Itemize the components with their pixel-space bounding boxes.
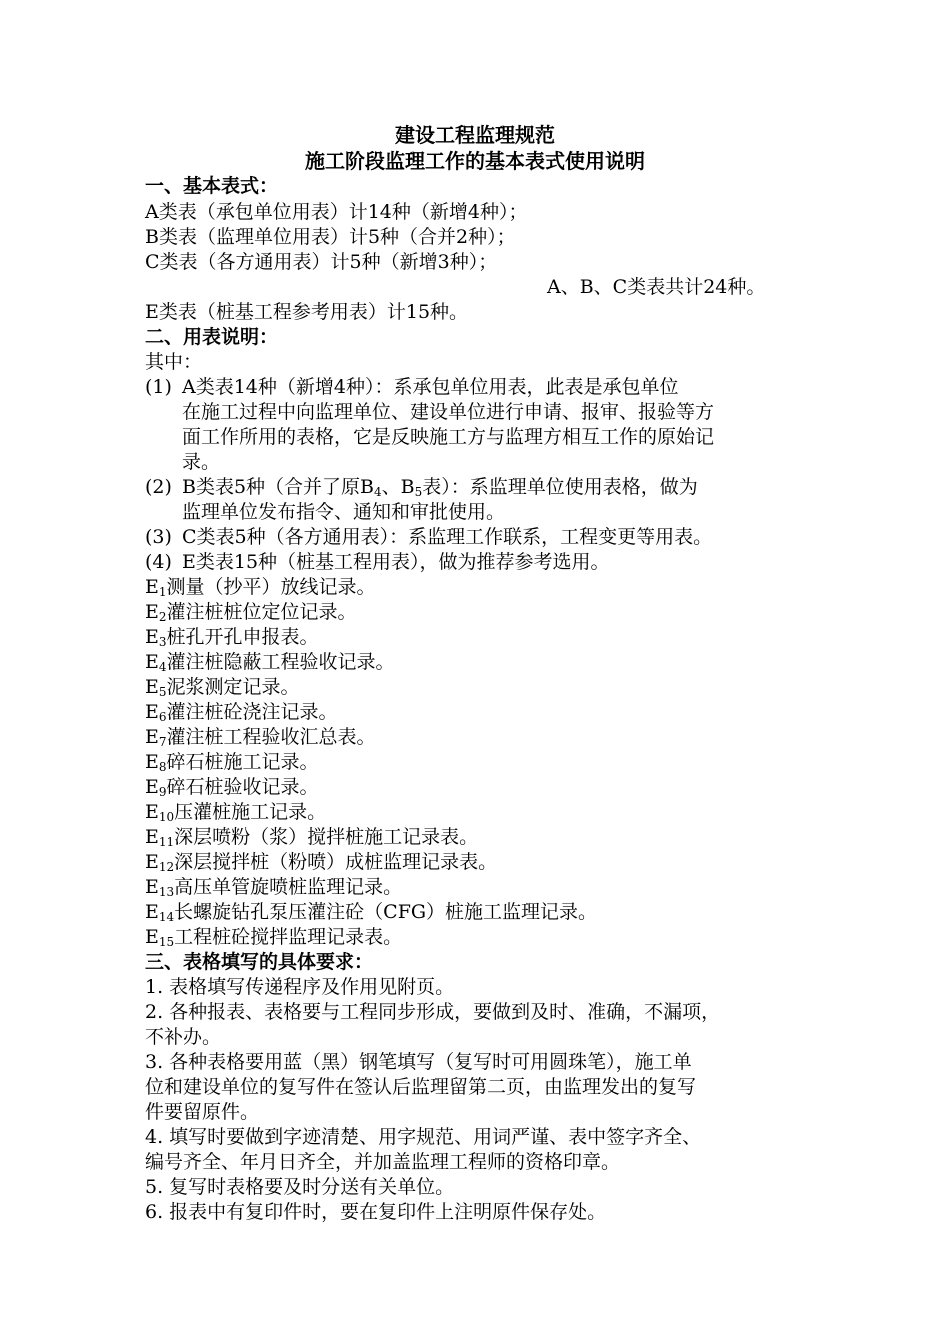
e-item: $E_6$灌注桩砼浇注记录。 — [145, 701, 338, 724]
section3-line: 位和建设单位的复写件在签认后监理留第二页，由监理发出的复写 — [145, 1076, 697, 1098]
section1-line-b: B类表（监理单位用表）计5种（合并2种）； — [145, 226, 516, 248]
section1-line-a: A类表（承包单位用表）计14种（新增4种）； — [145, 201, 528, 223]
item2-line2: 监理单位发布指令、通知和审批使用。 — [182, 501, 506, 523]
e-item: $E_7$灌注桩工程验收汇总表。 — [145, 726, 376, 749]
section1-line-c: C类表（各方通用表）计5种（新增3种）； — [145, 251, 498, 273]
e-item: $E_{10}$压灌桩施工记录。 — [145, 801, 327, 824]
section3-line: 2. 各种报表、表格要与工程同步形成，要做到及时、准确，不漏项， — [145, 1001, 721, 1023]
e-item: $E_4$灌注桩隐蔽工程验收记录。 — [145, 651, 395, 674]
e-item: $E_{14}$长螺旋钻孔泵压灌注砼（CFG）桩施工监理记录。 — [145, 901, 598, 924]
item1-number: (1) — [145, 376, 172, 398]
item1-line3: 面工作所用的表格，它是反映施工方与监理方相互工作的原始记 — [182, 426, 715, 448]
e-item: $E_9$碎石桩验收记录。 — [145, 776, 319, 799]
section3-line: 件要留原件。 — [145, 1101, 260, 1123]
section3-line: 3. 各种表格要用蓝（黑）钢笔填写（复写时可用圆珠笔），施工单 — [145, 1051, 692, 1073]
section1-total: A、B、C类表共计24种。 — [547, 276, 766, 298]
e-item: $E_8$碎石桩施工记录。 — [145, 751, 319, 774]
e-item: $E_5$泥浆测定记录。 — [145, 676, 300, 699]
e-item: $E_{15}$工程桩砼搅拌监理记录表。 — [145, 926, 403, 949]
section3-line: 6. 报表中有复印件时，要在复印件上注明原件保存处。 — [145, 1201, 607, 1223]
e-item: $E_{13}$高压单管旋喷桩监理记录。 — [145, 876, 403, 899]
item3-number: (3) — [145, 526, 172, 548]
section1-line-e: E类表（桩基工程参考用表）计15种。 — [145, 301, 469, 323]
section2-intro: 其中： — [145, 351, 203, 373]
item4-number: (4) — [145, 551, 172, 573]
item1-line1: A类表14种（新增4种）：系承包单位用表，此表是承包单位 — [182, 376, 679, 398]
e-item: $E_{12}$深层搅拌桩（粉喷）成桩监理记录表。 — [145, 851, 498, 874]
item1-line2: 在施工过程中向监理单位、建设单位进行申请、报审、报验等方 — [182, 401, 715, 423]
section3-line: 编号齐全、年月日齐全，并加盖监理工程师的资格印章。 — [145, 1151, 621, 1173]
section3-line: 1. 表格填写传递程序及作用见附页。 — [145, 976, 455, 998]
item3-line: C类表5种（各方通用表）：系监理工作联系，工程变更等用表。 — [182, 526, 713, 548]
section3-line: 4. 填写时要做到字迹清楚、用字规范、用词严谨、表中签字齐全、 — [145, 1126, 702, 1148]
section3-line: 5. 复写时表格要及时分送有关单位。 — [145, 1176, 455, 1198]
e-item: $E_2$灌注桩桩位定位记录。 — [145, 601, 357, 624]
e-item: $E_{11}$深层喷粉（浆）搅拌桩施工记录表。 — [145, 826, 479, 849]
section1-heading: 一、基本表式： — [145, 175, 279, 197]
e-item: $E_1$测量（抄平）放线记录。 — [145, 576, 376, 599]
document-subtitle: 施工阶段监理工作的基本表式使用说明 — [305, 149, 645, 173]
item2-number: (2) — [145, 476, 172, 498]
item2-line1: B类表5种（合并了原$B_4$、$B_5$表）：系监理单位使用表格，做为 — [182, 476, 698, 499]
item1-line4: 录。 — [182, 451, 221, 473]
e-item: $E_3$桩孔开孔申报表。 — [145, 626, 319, 649]
document-title: 建设工程监理规范 — [395, 123, 555, 147]
item4-line: E类表15种（桩基工程用表），做为推荐参考选用。 — [182, 551, 610, 573]
section3-heading: 三、表格填写的具体要求： — [145, 951, 374, 973]
section3-line: 不补办。 — [145, 1026, 222, 1048]
section2-heading: 二、用表说明： — [145, 326, 279, 348]
